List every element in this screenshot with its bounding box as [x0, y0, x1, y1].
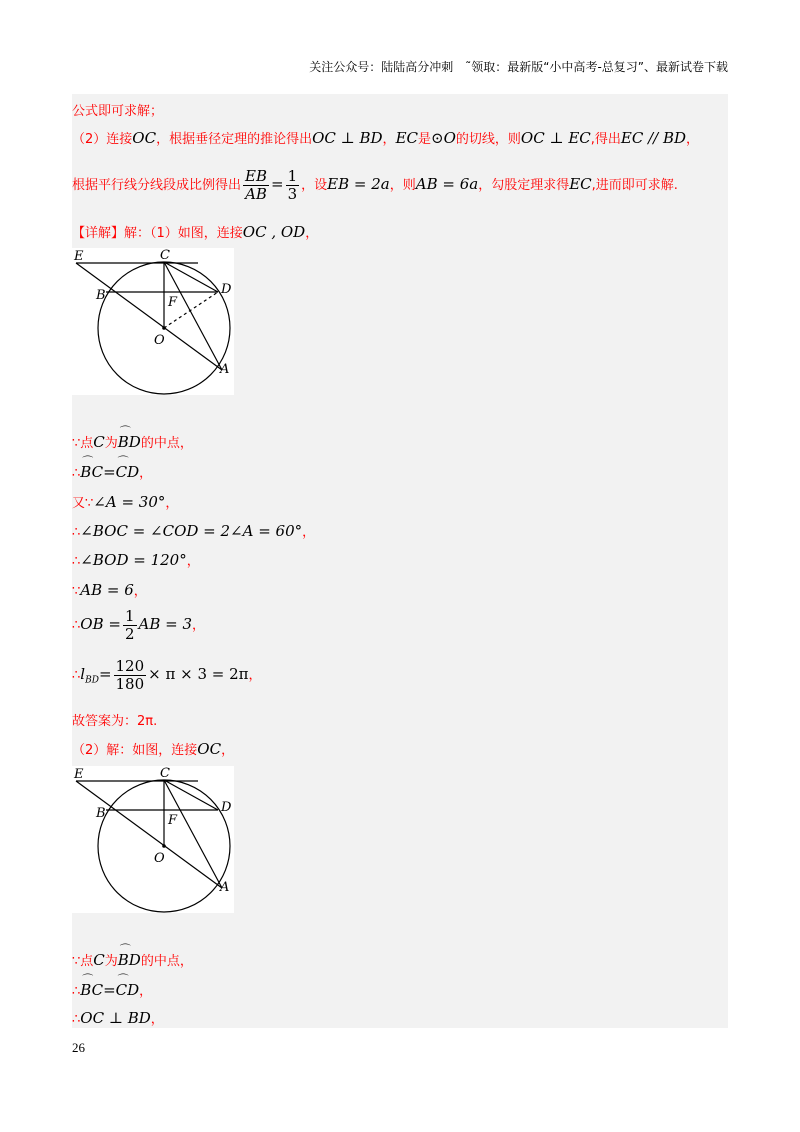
text: ，则 [389, 178, 416, 193]
page-number: 26 [72, 1040, 85, 1055]
text: ， [139, 984, 153, 999]
label-C: C [160, 248, 170, 263]
text: ∵ [72, 584, 81, 599]
text: ， [305, 226, 319, 241]
fraction [123, 608, 137, 643]
math: × π × 3 = 2π [148, 665, 249, 683]
step-line-1 [72, 432, 193, 451]
text: 是 [418, 132, 432, 147]
label-B: B [96, 288, 106, 303]
text: 公式即可求解； [72, 104, 164, 119]
text: ,得出 [590, 132, 621, 147]
text: ， [302, 525, 316, 540]
text: ∴ [72, 466, 81, 481]
denominator: AB [245, 185, 267, 203]
text: 为 [104, 436, 118, 451]
math: ⊙O [431, 129, 456, 147]
numerator: 1 [287, 167, 298, 185]
label-A: A [220, 362, 230, 377]
text: ， [150, 1012, 164, 1027]
denominator: 3 [287, 185, 298, 203]
text: （2）连接 [72, 132, 133, 147]
arc-math: ⌒ CD [116, 463, 140, 481]
math: l [80, 665, 86, 683]
text: ∵点 [72, 436, 94, 451]
numerator: EB [245, 167, 267, 185]
math: ∠BOD = 120° [80, 551, 187, 569]
arc-math: ⌒ BC [80, 463, 103, 481]
label-E: E [74, 767, 84, 782]
math: C [93, 433, 105, 451]
step2-line-1 [72, 950, 193, 969]
text: 【详解】解：（1）如图，连接 [72, 226, 243, 241]
label-C: C [160, 766, 170, 781]
text: ， [165, 496, 179, 511]
text: ， [221, 743, 235, 758]
text: ， [382, 132, 396, 147]
label-F: F [168, 295, 178, 310]
math: = [103, 463, 116, 481]
numerator: 120 [115, 657, 145, 675]
text: ， [686, 132, 700, 147]
step-line-4 [72, 521, 315, 540]
label-D: D [221, 800, 232, 815]
arc-math: ⌒ BD [118, 433, 141, 451]
label-B: B [96, 806, 106, 821]
text: 的中点， [140, 954, 193, 969]
math: = [98, 665, 112, 683]
numerator: 1 [124, 607, 135, 625]
math: EB = 2a [327, 175, 390, 193]
math: ∠BOC = ∠COD = 2∠A = 60° [80, 522, 303, 540]
math: OC ⊥ EC [520, 129, 591, 147]
step-line-8 [72, 658, 262, 693]
arc-math: ⌒ BC [80, 981, 103, 999]
text: ， [139, 466, 153, 481]
fraction [243, 168, 269, 203]
text: 为 [104, 954, 118, 969]
step-line-2 [72, 462, 152, 481]
step2-line-2 [72, 980, 152, 999]
math: AB = 3 [138, 615, 193, 633]
math: OC ⊥ BD [80, 1009, 151, 1027]
geometry-figure-1 [72, 248, 234, 395]
text: ，根据垂径定理的推论得出 [156, 132, 313, 147]
text: ，设 [301, 178, 328, 193]
math-subscript: BD [85, 675, 99, 686]
math: AB = 6 [80, 581, 134, 599]
text: ，勾股定理求得 [478, 178, 570, 193]
math: = [271, 175, 284, 193]
geometry-figure-2 [72, 766, 234, 913]
label-D: D [221, 282, 232, 297]
text-line-2 [72, 128, 699, 147]
step-line-6 [72, 580, 147, 599]
label-O: O [154, 851, 165, 866]
text: ， [186, 554, 200, 569]
arc-math: ⌒ BD [118, 951, 141, 969]
text: ∴ [72, 618, 81, 633]
label-A: A [220, 880, 230, 895]
math: AB = 6a [415, 175, 479, 193]
text: 故答案为：2π. [72, 714, 158, 729]
math: OC [132, 129, 157, 147]
math: ∠A = 30° [93, 493, 166, 511]
text: ， [133, 584, 147, 599]
text-line-1 [72, 100, 163, 119]
math: OC ⊥ BD [312, 129, 383, 147]
text: ∴ [72, 1012, 81, 1027]
text-line-4 [72, 222, 318, 241]
label-F: F [168, 813, 178, 828]
text-line-3 [72, 168, 678, 203]
math: EC [569, 175, 592, 193]
fraction [286, 168, 300, 203]
text: ,进而即可求解. [591, 178, 678, 193]
text: ∴ [72, 525, 81, 540]
step-line-3 [72, 492, 178, 511]
step-line-9 [72, 710, 157, 729]
text: ， [248, 668, 262, 683]
step-line-5 [72, 550, 200, 569]
part2-heading [72, 739, 234, 758]
math: OB = [80, 615, 121, 633]
text: 根据平行线分线段成比例得出 [72, 178, 242, 193]
text: ∴ [72, 668, 81, 683]
math: OC [197, 740, 222, 758]
text: ∵点 [72, 954, 94, 969]
fraction [114, 658, 147, 693]
math: OC , OD [242, 223, 306, 241]
math: EC // BD [620, 129, 687, 147]
text: 的切线，则 [455, 132, 521, 147]
math: EC [395, 129, 418, 147]
text: ∴ [72, 554, 81, 569]
denominator: 2 [124, 625, 135, 643]
math: C [93, 951, 105, 969]
denominator: 180 [115, 675, 145, 693]
page-header: 关注公众号：陆陆高分冲刺 ˜领取：最新版“小中高考-总复习”、最新试卷下载 [309, 60, 728, 74]
step2-line-3 [72, 1008, 164, 1027]
text: 又∵ [72, 496, 94, 511]
text: ∴ [72, 984, 81, 999]
text: （2）解：如图，连接 [72, 743, 198, 758]
arc-math: ⌒ CD [116, 981, 140, 999]
text: 的中点， [140, 436, 193, 451]
step-line-7 [72, 608, 205, 643]
text: ， [192, 618, 206, 633]
label-E: E [74, 249, 84, 264]
math: = [103, 981, 116, 999]
label-O: O [154, 333, 165, 348]
